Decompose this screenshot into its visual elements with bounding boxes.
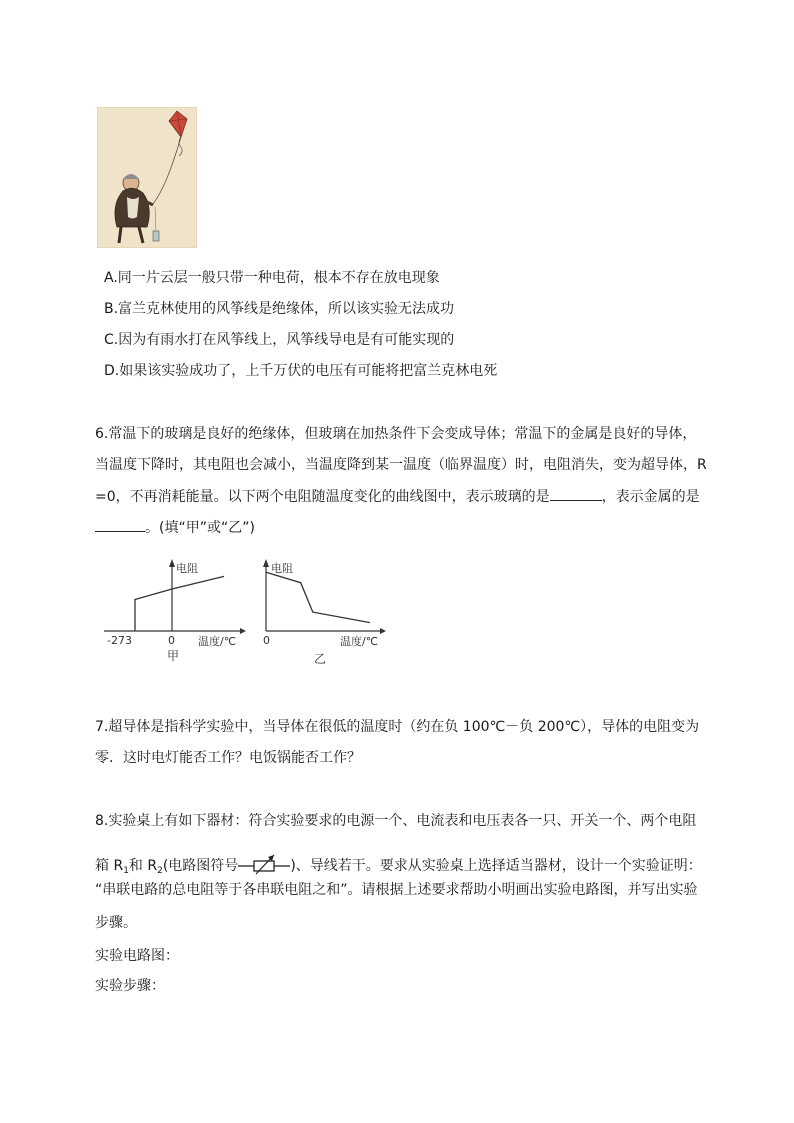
q8-line-3: “串联电路的总电阻等于各串联电阻之和”。请根据上述要求帮助小明画出实验电路图，并写出实验 [95, 882, 698, 898]
q8-text-box-r1: 箱 R [95, 858, 124, 874]
chart-jia-xlabel: 温度/℃ [198, 635, 237, 648]
chart-yi-curve [266, 572, 370, 622]
variable-resistor-symbol-icon [238, 852, 290, 876]
q8-line-1: 8.实验桌上有如下器材：符合实验要求的电源一个、电流表和电压表各一只、开关一个、两个电阻 [95, 813, 697, 829]
chart-jia-caption: 甲 [167, 649, 180, 663]
franklin-kite-illustration [97, 107, 197, 248]
q6-line-3-text: =0，不再消耗能量。以下两个电阻随温度变化的曲线图中，表示玻璃的是 [95, 489, 550, 505]
chart-yi-xlabel: 温度/℃ [340, 635, 379, 648]
experiment-steps-label: 实验步骤： [95, 978, 165, 994]
q8-text-wires: )、导线若干。要求从实验桌上选择适当器材，设计一个实验证明： [290, 858, 702, 874]
q7-line-1: 7.超导体是指科学实验中，当导体在很低的温度时（约在负 100℃－负 200℃），导体的电阻变为 [95, 719, 700, 735]
chart-yi-tick-0: 0 [263, 634, 270, 647]
chart-jia-ylabel: 电阻 [176, 562, 198, 575]
r2-subscript: 2 [157, 866, 163, 876]
answer-blank-glass[interactable] [550, 486, 602, 501]
circuit-diagram-label: 实验电路图： [95, 948, 179, 964]
r1-subscript: 1 [123, 866, 129, 876]
option-b: B.富兰克林使用的风筝线是绝缘体，所以该实验无法成功 [104, 301, 455, 317]
answer-blank-metal[interactable] [95, 517, 145, 532]
option-d: D.如果该实验成功了，上千万伏的电压有可能将把富兰克林电死 [104, 363, 498, 379]
chart-jia-curve [135, 576, 224, 631]
q6-line-3-tail: ，表示金属的是 [601, 489, 700, 505]
option-a: A.同一片云层一般只带一种电荷，根本不存在放电现象 [104, 270, 440, 286]
chart-jia-tick-neg273: -273 [107, 634, 132, 647]
chart-yi-ylabel: 电阻 [271, 562, 293, 575]
q6-line-4-text: 。(填“甲”或“乙”) [145, 520, 255, 536]
chart-jia-tick-0: 0 [168, 634, 175, 647]
chart-yi [258, 555, 393, 670]
q6-line-2: 当温度下降时，其电阻也会减小，当温度降到某一温度（临界温度）时，电阻消失，变为超导体，R [95, 457, 707, 473]
q8-text-symbol: (电路图符号 [162, 858, 239, 874]
q8-line-4: 步骤。 [95, 915, 137, 931]
q7-line-2: 零．这时电灯能否工作？电饭锅能否工作？ [95, 750, 361, 766]
q8-text-and-r2: 和 R [128, 858, 158, 874]
option-c: C.因为有雨水打在风筝线上，风筝线导电是有可能实现的 [104, 332, 455, 348]
q6-line-4 [95, 517, 255, 538]
chart-yi-caption: 乙 [314, 652, 327, 666]
q6-line-1: 6.常温下的玻璃是良好的绝缘体，但玻璃在加热条件下会变成导体；常温下的金属是良好的导体， [95, 426, 697, 442]
chart-jia [100, 555, 250, 670]
q6-line-3 [95, 486, 700, 507]
q8-line-2 [95, 852, 702, 881]
